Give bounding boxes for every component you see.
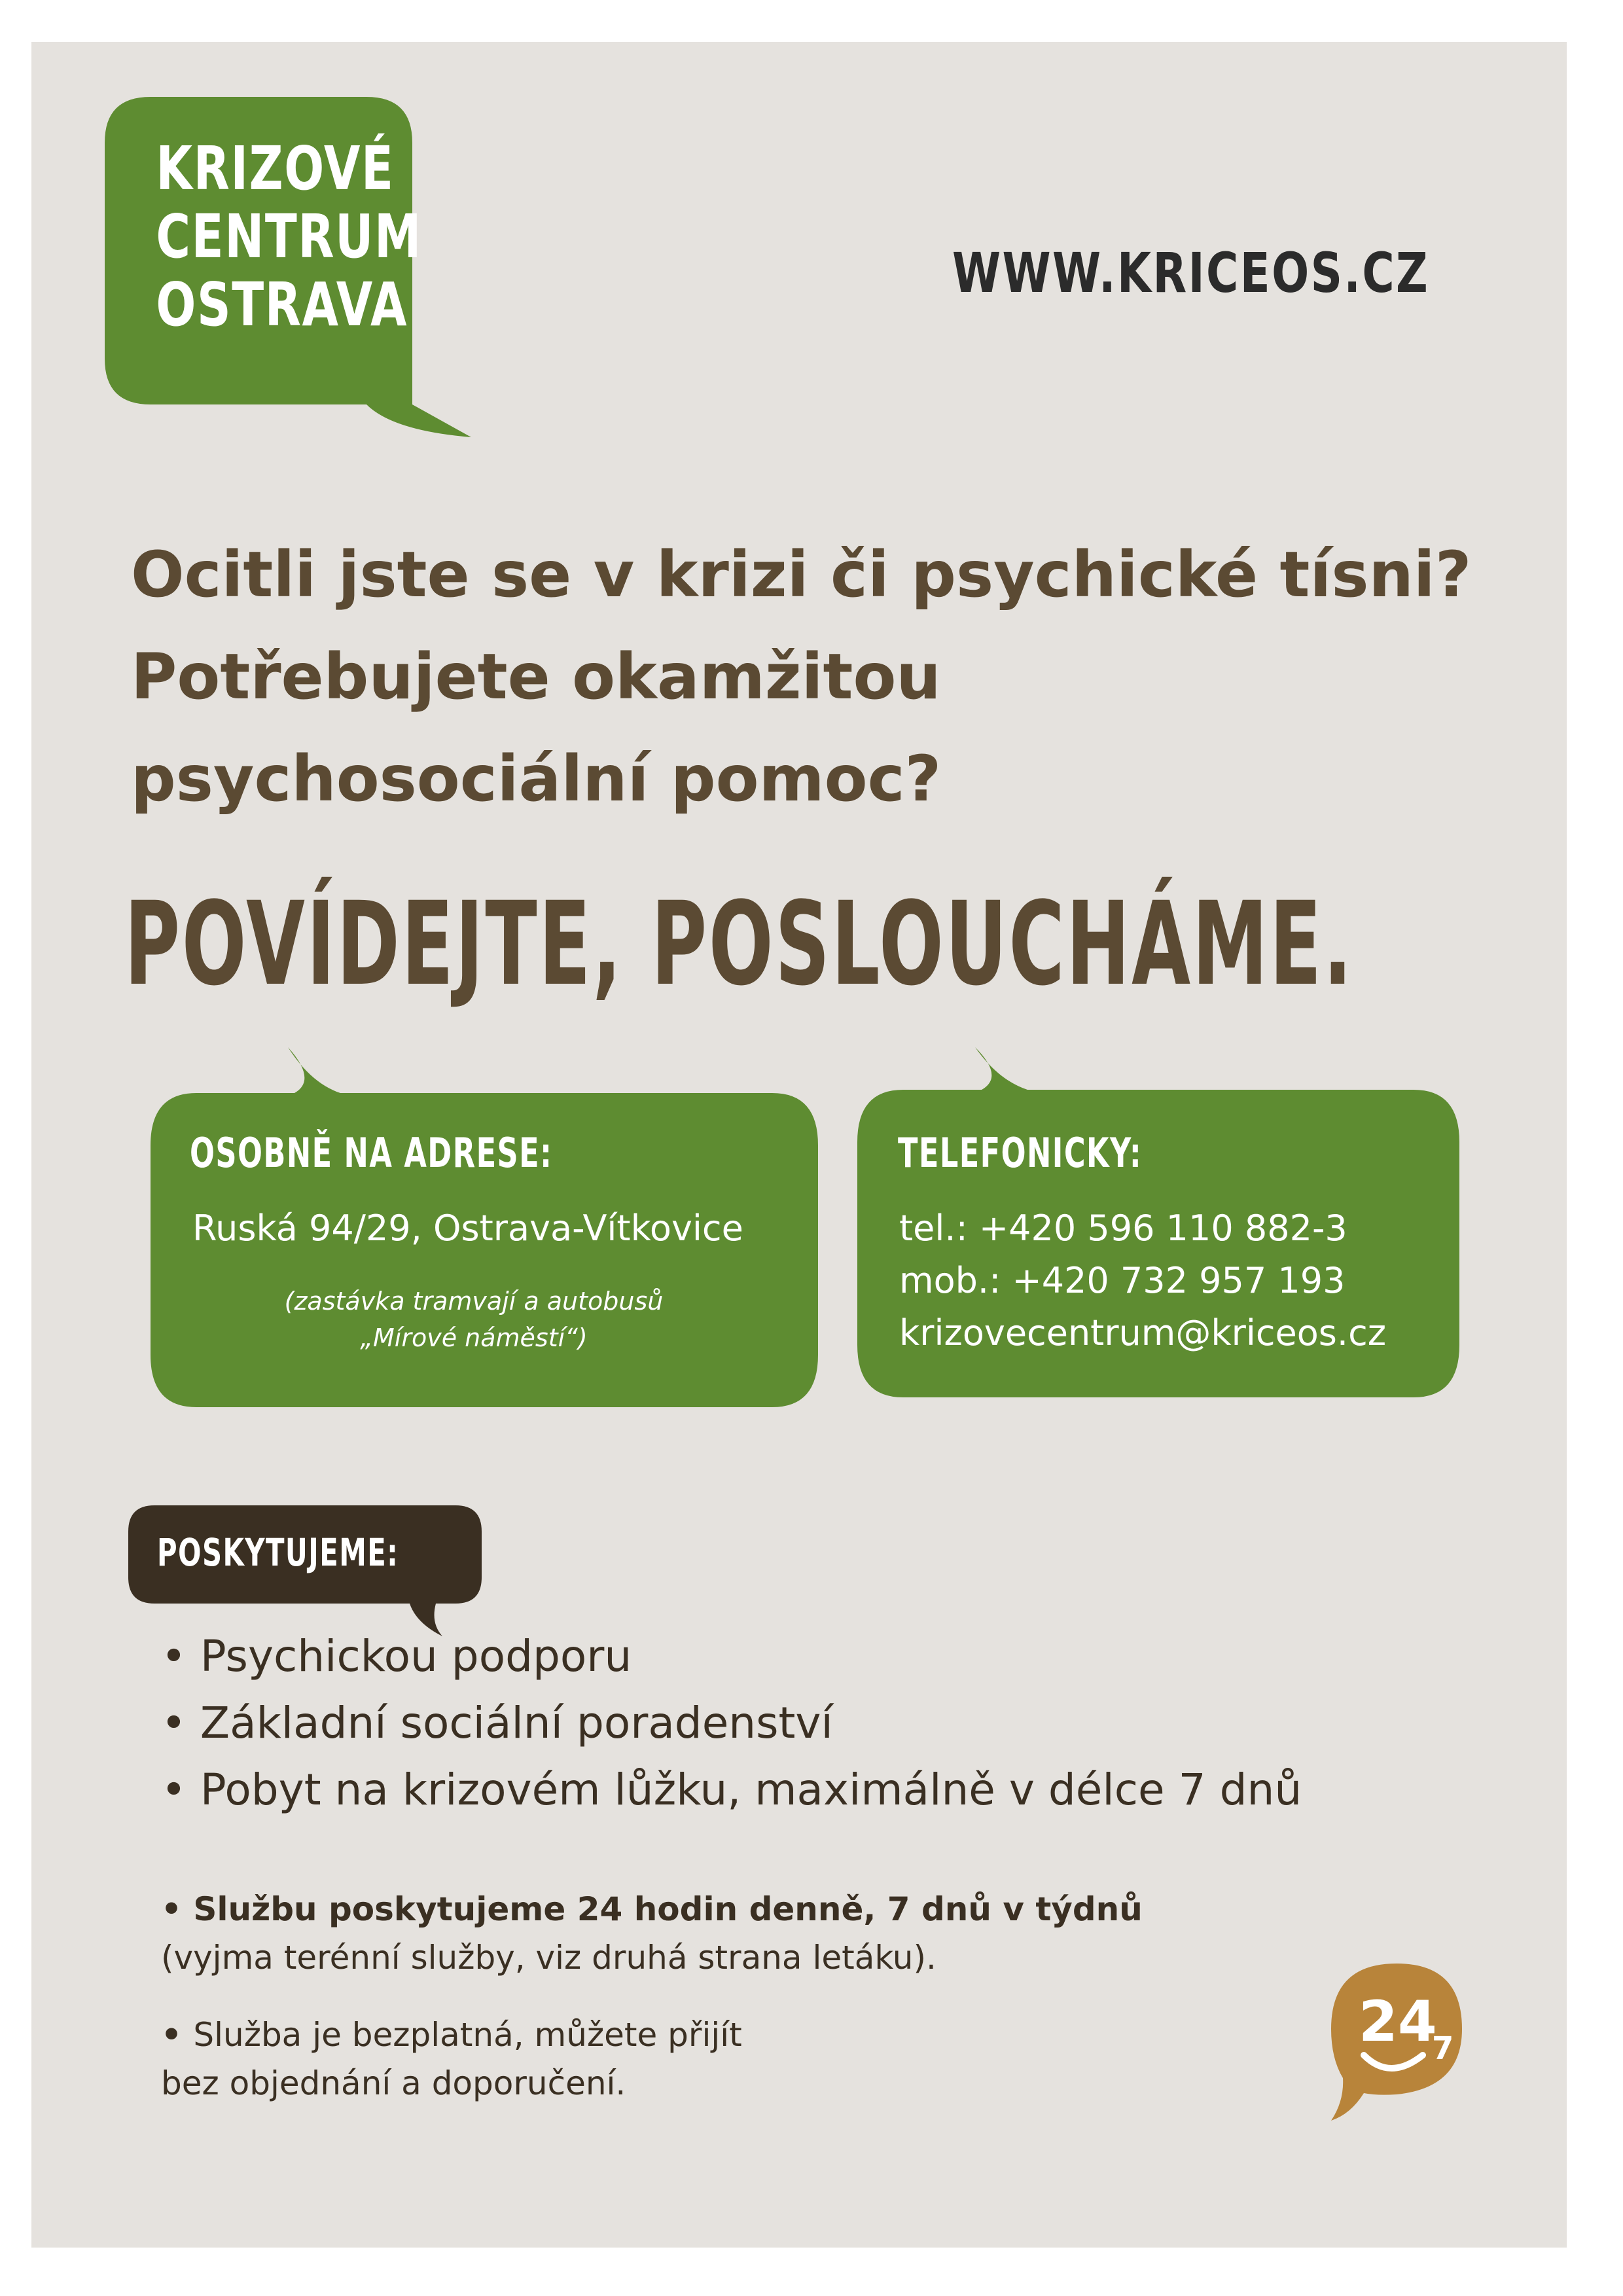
phone-mobile[interactable]: mob.: +420 732 957 193 xyxy=(899,1260,1346,1301)
slogan: POVÍDEJTE, POSLOUCHÁME. xyxy=(124,877,1354,1011)
info-hours-text: Službu poskytujeme 24 hodin denně, 7 dnů v týdnů xyxy=(193,1890,1143,1928)
badge-24-7 xyxy=(1325,1957,1469,2127)
address-note-line-1: (zastávka tramvají a autobusů xyxy=(284,1287,664,1316)
service-item: • Pobyt na krizovém lůžku, maximálně v délce 7 dnů xyxy=(161,1757,1302,1823)
question-line-2: Potřebujete okamžitou xyxy=(131,640,941,713)
website-link[interactable]: WWW.KRICEOS.CZ xyxy=(952,241,1430,305)
question-line-3: psychosociální pomoc? xyxy=(131,742,942,816)
email-link[interactable]: krizovecentrum@kriceos.cz xyxy=(899,1312,1387,1354)
logo-line-3: OSTRAVA xyxy=(156,270,408,340)
info-list xyxy=(161,1885,1143,2136)
phone-bubble xyxy=(851,1047,1466,1414)
question-line-1: Ocitli jste se v krizi či psychické tísni? xyxy=(131,538,1472,611)
logo xyxy=(105,97,478,444)
info-free-text: Služba je bezplatná, můžete přijít xyxy=(193,2016,742,2054)
info-free-line-1: • Služba je bezplatná, můžete přijít xyxy=(161,2016,742,2054)
info-item-hours xyxy=(161,1885,1143,1982)
address-bubble xyxy=(144,1047,825,1414)
address-heading: OSOBNĚ NA ADRESE: xyxy=(190,1129,553,1177)
info-item-free xyxy=(161,2011,1143,2108)
badge-small-number: 7 xyxy=(1432,2030,1454,2067)
badge-24-7-icon xyxy=(1325,1957,1469,2127)
address-text: Ruská 94/29, Ostrava-Vítkovice xyxy=(192,1208,743,1249)
service-item: • Psychickou podporu xyxy=(161,1623,1302,1690)
logo-text xyxy=(124,134,422,340)
badge-big-number: 24 xyxy=(1359,1989,1437,2054)
address-note-line-2: „Mírové náměstí“) xyxy=(360,1323,588,1352)
provide-bubble xyxy=(128,1492,495,1636)
headline-question xyxy=(131,524,1505,830)
logo-line-1: KRIZOVÉ xyxy=(156,134,395,204)
info-free-line-2: bez objednání a doporučení. xyxy=(161,2064,626,2102)
phone-heading: TELEFONICKY: xyxy=(898,1129,1143,1177)
logo-line-2: CENTRUM xyxy=(156,202,422,272)
phone-tel[interactable]: tel.: +420 596 110 882-3 xyxy=(899,1208,1347,1249)
info-hours-note: (vyjma terénní služby, viz druhá strana letáku). xyxy=(161,1939,936,1977)
services-list xyxy=(161,1623,1302,1823)
info-hours-bold: • Službu poskytujeme 24 hodin denně, 7 dnů v týdnů xyxy=(161,1890,1143,1928)
provide-heading: POSKYTUJEME: xyxy=(157,1530,399,1575)
service-item: • Základní sociální poradenství xyxy=(161,1690,1302,1757)
address-note xyxy=(192,1283,755,1356)
